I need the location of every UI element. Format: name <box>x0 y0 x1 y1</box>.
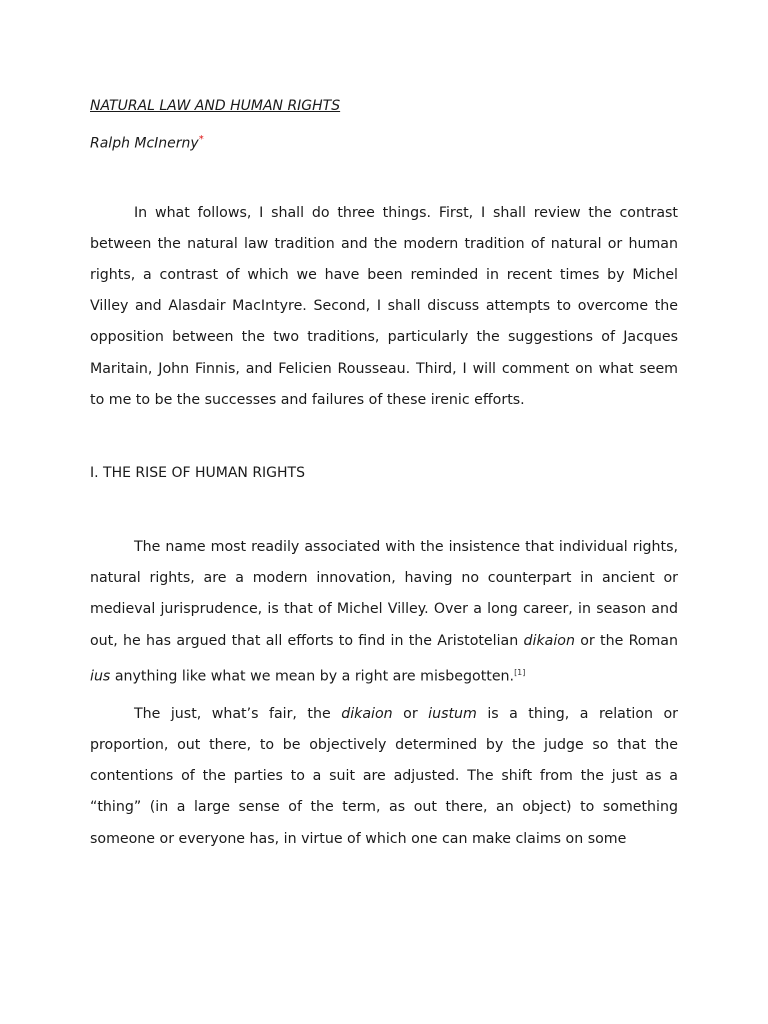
paragraph-text: is a thing, a relation or proportion, out there, to be objectively determined by the judge so that the contentions of the parties to a suit are adjusted. The shift from the just as a “thing” (in a large sense of the term, as out there, an object) to something someone or everyone has, in virtue of which one can make claims on some <box>90 705 679 847</box>
paragraph-text: anything like what we mean by a right are misbegotten. <box>110 668 515 685</box>
author-line <box>90 130 678 154</box>
paragraph-text: The name most readily associated with the insistence that individual rights, natural rights, are a modern innovation, having no counterpart in ancient or medieval jurisprudence, is that of Michel Villey. Over a long career, in season and out, he has argued that all efforts to find in the Aristotelian <box>90 539 678 649</box>
italic-term-dikaion: dikaion <box>523 632 575 649</box>
italic-term-iustum: iustum <box>428 705 477 722</box>
paragraph-text: The just, what’s fair, the <box>134 705 342 722</box>
italic-term-dikaion: dikaion <box>341 705 393 722</box>
paragraph-text: or the Roman <box>574 632 678 649</box>
italic-term-ius: ius <box>90 668 111 685</box>
villey-paragraph <box>90 532 678 693</box>
footnote-reference-link[interactable]: [1] <box>514 667 526 677</box>
author-footnote-marker[interactable]: * <box>198 134 204 145</box>
paragraph-text: or <box>392 705 429 722</box>
author-name: Ralph McInerny <box>90 135 199 152</box>
just-paragraph <box>90 699 678 855</box>
document-page <box>90 96 678 855</box>
section-heading: I. THE RISE OF HUMAN RIGHTS <box>90 465 305 482</box>
document-title: NATURAL LAW AND HUMAN RIGHTS <box>90 98 341 114</box>
intro-paragraph: In what follows, I shall do three things. First, I shall review the contrast between the natural law tradition and the modern tradition of natural or human rights, a contrast of which we have been reminded in recent times by Michel Villey and Alasdair MacIntyre. Second, I shall discuss attempts to overcome the opposition between the two traditions, particularly the suggestions of Jacques Maritain, John Finnis, and Felicien Rousseau. Third, I will comment on what seem to me to be the successes and failures of these irenic efforts. <box>90 204 678 408</box>
